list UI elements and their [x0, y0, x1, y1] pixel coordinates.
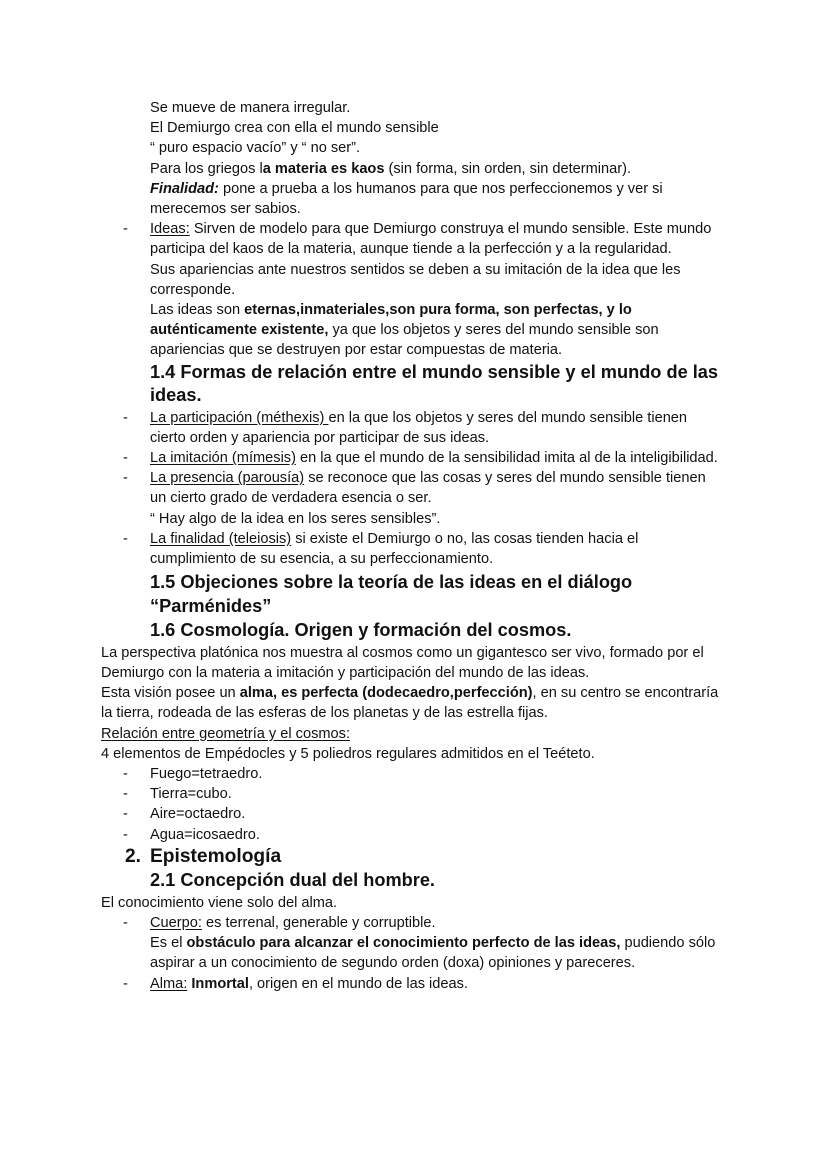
cosmos-paragraph-2: Esta visión posee un alma, es perfecta (dodecaedro,perfección), en su centro se encontraría la tierra, rodeada de las esferas de los planetas y de las estrella fijas. [101, 685, 719, 722]
list-item-participacion: - La participación (méthexis) en la que los objetos y seres del mundo sensible tienen cierto orden y apariencia por participar de sus ideas. [123, 409, 688, 446]
ideas-label: Ideas: [150, 221, 190, 238]
heading-1-6: 1.6 Cosmología. Origen y formación del cosmos. [150, 620, 572, 641]
ideas-text3: Las ideas son eternas,inmateriales,son pura forma, son perfectas, y lo auténticamente existente, ya que los objetos y seres del mundo sensible son apariencias que se destruyen por estar compuestas de materia. [150, 302, 659, 359]
list-item-alma: - Alma: Inmortal, origen en el mundo de las ideas. [123, 975, 469, 992]
ideas-text2: Sus apariencias ante nuestros sentidos se deben a su imitación de la idea que les corresponde. [150, 261, 681, 298]
list-item-imitacion: - La imitación (mímesis) en la que el mundo de la sensibilidad imita al de la inteligibilidad. [123, 450, 718, 467]
list-item-finalidad: - La finalidad (teleiosis) si existe el Demiurgo o no, las cosas tienden hacia el cumplimiento de su esencia, a su perfeccionamiento. [123, 530, 639, 568]
heading-1-4: 1.4 Formas de relación entre el mundo sensible y el mundo de las ideas. [150, 361, 719, 406]
cosmos-paragraph-4: 4 elementos de Empédocles y 5 poliedros regulares admitidos en el Teéteto. [101, 745, 595, 762]
materia-line: Se mueve de manera irregular. [150, 100, 351, 116]
list-item-presencia: - La presencia (parousía) se reconoce que las cosas y seres del mundo sensible tienen un cierto grado de verdadera esencia o ser. “ Hay algo de la idea en los seres sensibles”. [123, 470, 706, 527]
materia-line: Para los griegos la materia es kaos (sin forma, sin orden, sin determinar). [150, 160, 632, 177]
document-content [101, 98, 721, 994]
materia-line: El Demiurgo crea con ella el mundo sensible [150, 120, 439, 137]
list-item-ideas: - Ideas: Sirven de modelo para que Demiurgo construya el mundo sensible. Este mundo participa del kaos de la materia, aunque tiende a la perfección y a la regularidad. Sus apariencias ante nuestros sentidos se deben a su imitación de la idea que les corresponde. Las ideas son eternas,inmateriales,son pura forma, son perfectas, y lo auténticamente existente, ya que los objetos y seres del mundo sensible son apariencias que se destruyen por estar compuestas de materia. [101, 219, 721, 360]
heading-2: 2. Epistemología [125, 845, 282, 867]
list-item-cuerpo: - Cuerpo: es terrenal, generable y corruptible. Es el obstáculo para alcanzar el conocimiento perfecto de las ideas, pudiendo sólo aspirar a un conocimiento de segundo orden (doxa) opiniones y pareceres. [123, 915, 716, 972]
materia-finalidad: Finalidad: pone a prueba a los humanos para que nos perfeccionemos y ver si merecemos ser sabios. [150, 180, 663, 218]
cosmos-geometry-heading: Relación entre geometría y el cosmos: [101, 725, 351, 742]
materia-line: “ puro espacio vacío” y “ no ser”. [150, 140, 361, 157]
list-item-element: - Fuego=tetraedro. [123, 765, 263, 782]
list-item-element: - Agua=icosaedro. [123, 826, 260, 843]
heading-2-1: 2.1 Concepción dual del hombre. [150, 870, 435, 891]
list-item-element: - Tierra=cubo. [123, 786, 232, 803]
list-item-element: - Aire=octaedro. [123, 806, 246, 823]
heading-1-5: 1.5 Objeciones sobre la teoría de las ideas en el diálogo “Parménides” [150, 572, 633, 616]
cosmos-paragraph-1: La perspectiva platónica nos muestra al cosmos como un gigantesco ser vivo, formado por el Demiurgo con la materia a imitación y participación del mundo de las ideas. [101, 644, 704, 681]
epistemologia-paragraph: El conocimiento viene solo del alma. [101, 894, 338, 911]
